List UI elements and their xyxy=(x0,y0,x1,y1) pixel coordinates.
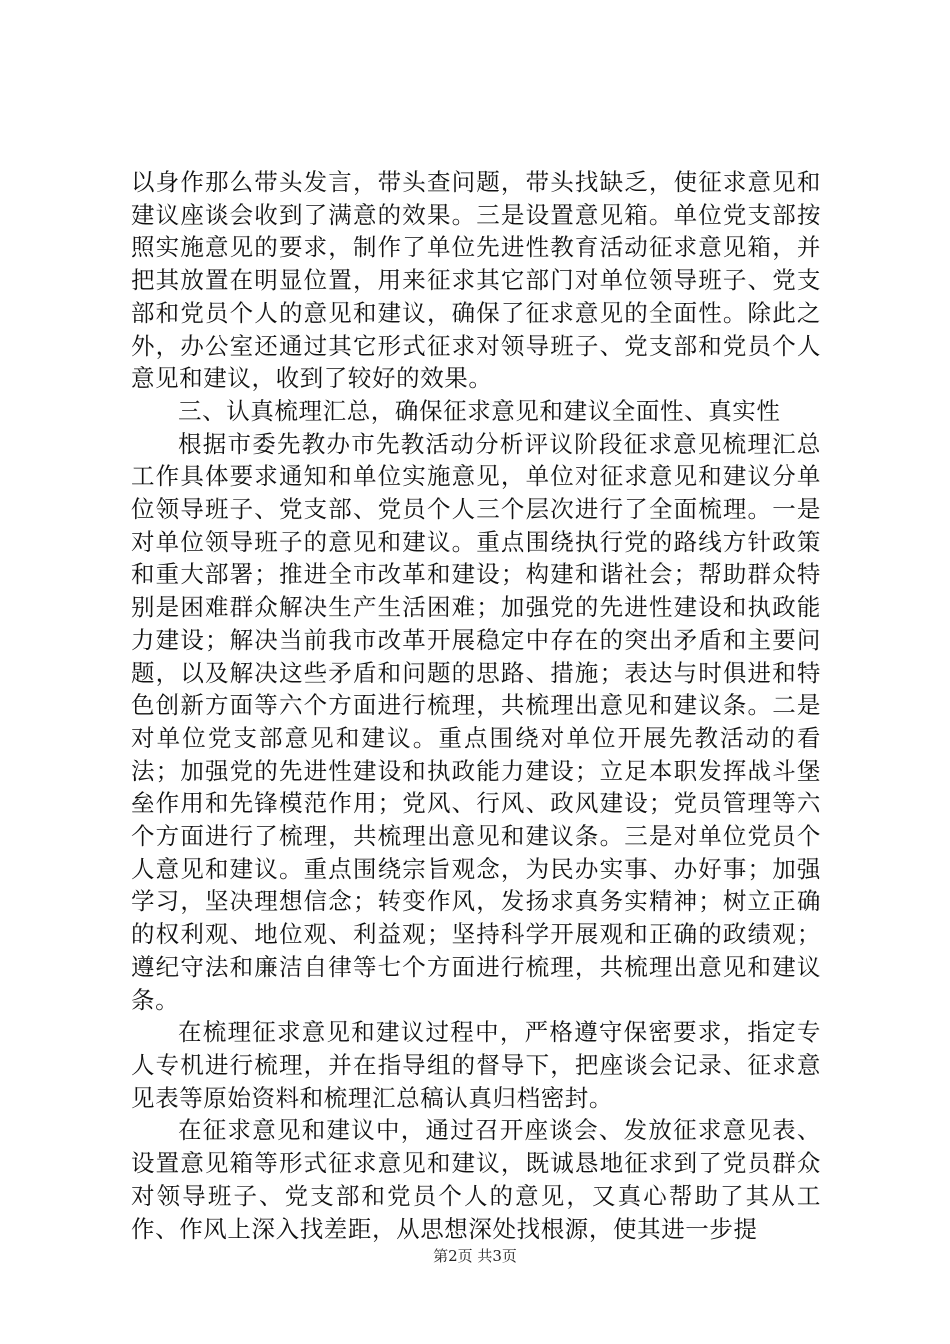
paragraph-review-summary: 根据市委先教办市先教活动分析评议阶段征求意见梳理汇总工作具体要求通知和单位实施意见，单位对征求意见和建议分单位领导班子、党支部、党员个人三个层次进行了全面梳理。一是对单位领导班子的意见和建议。重点围绕执行党的路线方针政策和重大部署；推进全市改革和建设；构建和谐社会；帮助群众特别是困难群众解决生产生活困难；加强党的先进性建设和执政能力建设；解决当前我市改革开展稳定中存在的突出矛盾和主要问题，以及解决这些矛盾和问题的思路、措施；表达与时俱进和特色创新方面等六个方面进行梳理，共梳理出意见和建议条。二是对单位党支部意见和建议。重点围绕对单位开展先教活动的看法；加强党的先进性建设和执政能力建设；立足本职发挥战斗堡垒作用和先锋模范作用；党风、行风、政风建设；党员管理等六个方面进行了梳理，共梳理出意见和建议条。三是对单位党员个人意见和建议。重点围绕宗旨观念，为民办实事、办好事；加强学习，坚决理想信念；转变作风，发扬求真务实精神；树立正确的权利观、地位观、利益观；坚持科学开展观和正确的政绩观；遵纪守法和廉洁自律等七个方面进行梳理，共梳理出意见和建议条。 xyxy=(131,429,821,1014)
paragraph-continuation: 以身作那么带头发言，带头查问题，带头找缺乏，使征求意见和建议座谈会收到了满意的效果。三是设置意见箱。单位党支部按照实施意见的要求，制作了单位先进性教育活动征求意见箱，并把其放置在明显位置，用来征求其它部门对单位领导班子、党支部和党员个人的意见和建议，确保了征求意见的全面性。除此之外，办公室还通过其它形式征求对领导班子、党支部和党员个人意见和建议，收到了较好的效果。 xyxy=(131,168,821,393)
paragraph-confidentiality: 在梳理征求意见和建议过程中，严格遵守保密要求，指定专人专机进行梳理，并在指导组的督导下，把座谈会记录、征求意见表等原始资料和梳理汇总稿认真归档密封。 xyxy=(131,1018,821,1112)
page-number-footer: 第2页 共3页 xyxy=(433,1247,517,1265)
paragraph-conclusion: 在征求意见和建议中，通过召开座谈会、发放征求意见表、设置意见箱等形式征求意见和建议，既诚恳地征求到了党员群众对领导班子、党支部和党员个人的意见，又真心帮助了其从工作、作风上深入找差距，从思想深处找根源，使其进一步提 xyxy=(131,1116,821,1243)
section-heading: 三、认真梳理汇总，确保征求意见和建议全面性、真实性 xyxy=(178,396,781,425)
document-body xyxy=(131,166,821,1245)
